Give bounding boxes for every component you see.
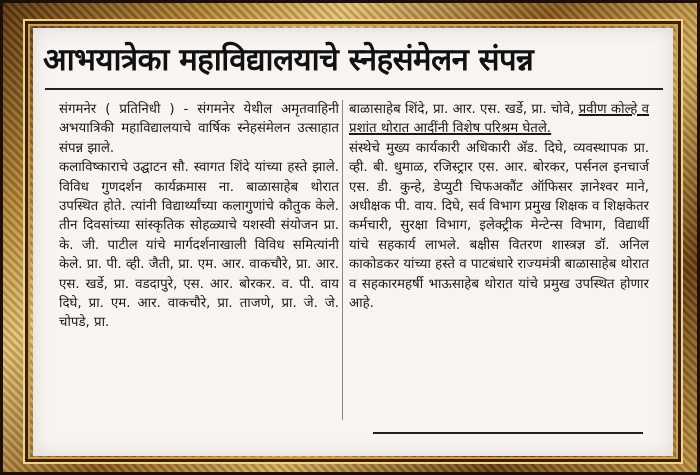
left-column <box>59 100 339 333</box>
right-column <box>349 100 649 313</box>
column-divider <box>342 100 343 420</box>
left-paragraph-2: कलाविष्काराचे उद्घाटन सौ. स्वागत शिंदे यांच्या हस्ते झाले. विविध गुणदर्शन कार्यक्रमास ना. बाळासाहेब थोरात उपस्थित होते. त्यांनी विद्यार्थ्यांच्या कलागुणांचे कौतुक केले. तीन दिवसांच्या सांस्कृतिक सोहळ्याचे यशस्वी संयोजन प्रा. के. जी. पाटील यांचे मार्गदर्शनाखाली विविध समित्यांनी केले. प्रा. पी. व्ही. जैती, प्रा. एम. आर. वाकचौरे, प्रा. आर. एस. खर्डे, प्रा. वडदापुरे, एस. आर. बोरकर. व. पी. वाय दिघे, प्रा. एम. आर. वाकचौरे, प्रा. ताजणे, प्रा. जे. जे. चोपडे, प्रा. <box>59 160 339 331</box>
right-paragraph-1-underlined: प्रवीण कोल्हे व प्रशांत थोरात आदींनी विशेष परिश्रम घेतले. <box>349 102 650 137</box>
right-paragraph-1 <box>349 100 649 139</box>
left-paragraph-1: संगमनेर ( प्रतिनिधी ) - संगमनेर येथील अमृतवाहिनी अभयात्रिकी महाविद्यालयाचे वार्षिक स्नेहसंमेलन उत्साहात संपन्न झाले. <box>59 102 339 156</box>
right-paragraph-1-start: बाळासाहेब शिंदे, प्रा. आर. एस. खर्डे, प्रा. चोवे, <box>349 102 579 117</box>
closing-rule <box>373 432 643 434</box>
newspaper-clipping <box>33 28 673 456</box>
headline-rule <box>45 88 663 90</box>
headline: आभयात्रेका महाविद्यालयाचे स्नेहसंमेलन संपन्न <box>43 42 534 78</box>
right-paragraph-2: संस्थेचे मुख्य कार्यकारी अधिकारी ॲड. दिघे, व्यवस्थापक प्रा. व्ही. बी. धुमाळ, रजिस्ट्रार एस. आर. बोरकर, पर्सनल इनचार्ज एस. डी. कुन्हे, डेप्युटी चिफअकौंट ऑफिसर ज्ञानेश्वर माने, अधीक्षक पी. वाय. दिघे, सर्व विभाग प्रमुख शिक्षक व शिक्षकेतर कर्मचारी, सुरक्षा विभाग, इलेक्ट्रीक मेन्टेन्स विभाग, विद्यार्थी यांचे सहकार्य लाभले. बक्षीस वितरण शास्त्रज्ञ डॉ. अनिल काकोडकर यांच्या हस्ते व पाटबंधारे राज्यमंत्री बाळासाहेब थोरात व सहकारमहर्षी भाऊसाहेब थोरात यांचे प्रमुख उपस्थित होणार आहे. <box>349 140 649 312</box>
